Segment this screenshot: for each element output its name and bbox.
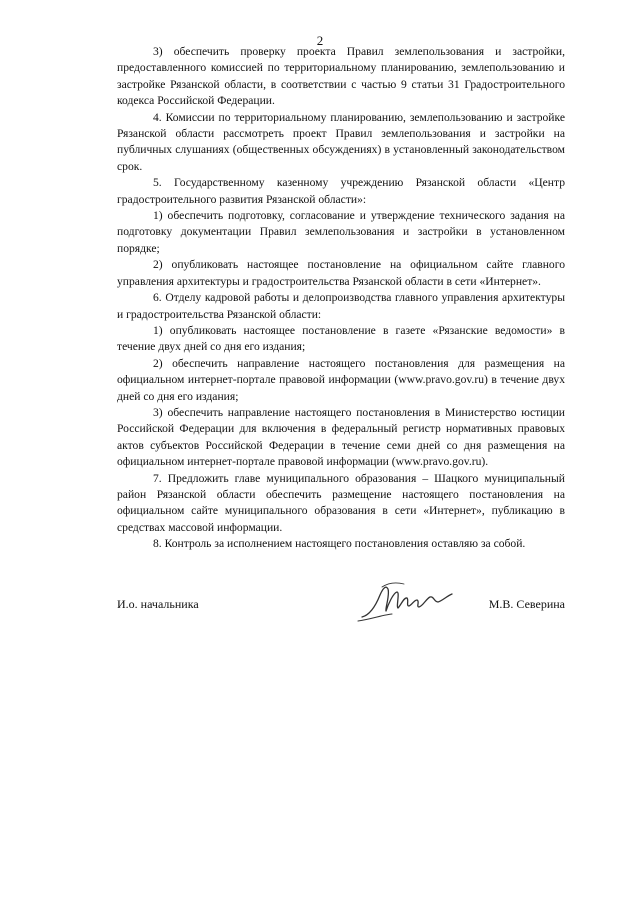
paragraph-5-2: 2) опубликовать настоящее постановление на официальном сайте главного управления архитектуры и градостроительства Рязанской области в сети «Интернет». bbox=[117, 258, 565, 288]
paragraph-7: 7. Предложить главе муниципального образования – Шацкого муниципальный район Рязанской области обеспечить размещение настоящего постановления на официальном сайте муниципального образования в сети «Интернет», публикацию в средствах массовой информации. bbox=[117, 471, 565, 534]
paragraph-5: 5. Государственному казенному учреждению Рязанской области «Центр градостроительного развития Рязанской области»: bbox=[117, 176, 565, 206]
signature-block bbox=[117, 575, 565, 635]
document-body bbox=[117, 44, 565, 553]
paragraph-3-1: 3) обеспечить проверку проекта Правил землепользования и застройки, предоставленного комиссией по территориальному планированию, землепользованию и застройке Рязанской области, в соответствии с частью 9 статьи 31 Градостроительного кодекса Российской Федерации. bbox=[117, 45, 565, 108]
paragraph-4: 4. Комиссии по территориальному планированию, землепользованию и застройке Рязанской области рассмотреть проект Правил землепользования и застройки на публичных слушаниях (общественных обсуждениях) в установленный законодательством срок. bbox=[117, 110, 565, 173]
paragraph-6-2: 2) обеспечить направление настоящего постановления для размещения на официальном интернет-портале правовой информации (www.pravo.gov.ru) в течение двух дней со дня его издания; bbox=[117, 356, 565, 403]
paragraph-6-3: 3) обеспечить направление настоящего постановления в Министерство юстиции Российской Федерации для включения в федеральный регистр нормативных правовых актов субъектов Российской Федерации в течение семи дней со дня размещения на официальном интернет-портале правовой информации (www.pravo.gov.ru). bbox=[117, 405, 565, 469]
signatory-position: И.о. начальника bbox=[117, 597, 199, 611]
paragraph-6: 6. Отделу кадровой работы и делопроизводства главного управления архитектуры и градостроительства Рязанской области: bbox=[117, 291, 565, 321]
paragraph-8: 8. Контроль за исполнением настоящего постановления оставляю за собой. bbox=[153, 537, 526, 551]
paragraph-5-1: 1) обеспечить подготовку, согласование и утверждение технического задания на подготовку документации Правил землепользования и застройки в установленном порядке; bbox=[117, 209, 565, 255]
page-number: 2 bbox=[316, 33, 324, 48]
signatory-name: М.В. Северина bbox=[488, 597, 565, 611]
paragraph-6-1: 1) опубликовать настоящее постановление в газете «Рязанские ведомости» в течение двух дней со дня его издания; bbox=[117, 323, 565, 354]
handwritten-signature bbox=[352, 575, 462, 630]
